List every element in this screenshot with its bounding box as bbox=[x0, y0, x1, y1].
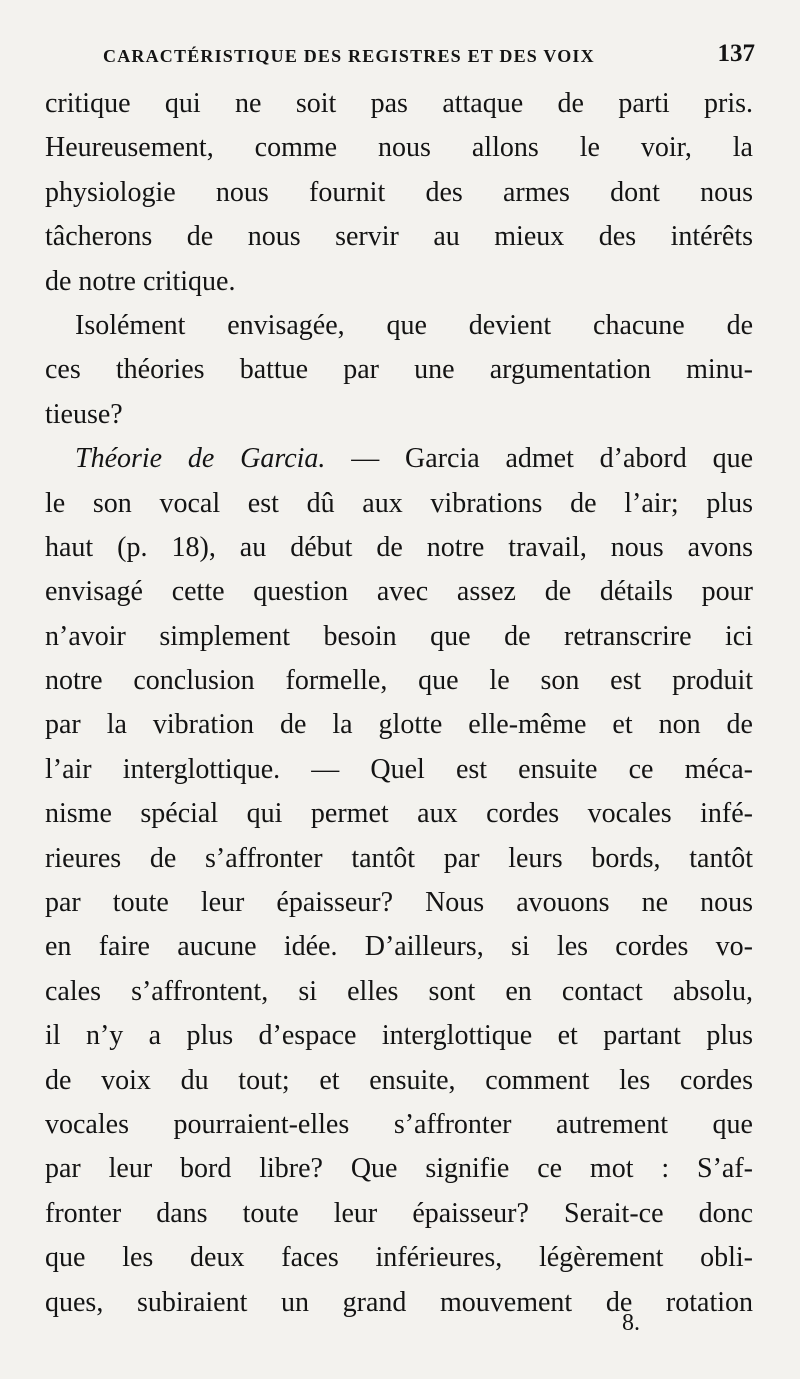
text-line: Heureusement, comme nous allons le voir, la bbox=[45, 132, 753, 164]
text-line: par toute leur épaisseur? Nous avouons ne nous bbox=[45, 887, 753, 919]
text-line: le son vocal est dû aux vibrations de l’air; plus bbox=[45, 487, 753, 519]
text-line: critique qui ne soit pas attaque de parti pris. bbox=[45, 88, 753, 119]
text-line: ces théories battue par une argumentation minu- bbox=[45, 354, 753, 386]
text-line: n’avoir simplement besoin que de retranscrire ici bbox=[45, 620, 753, 652]
text-line: haut (p. 18), au début de notre travail, nous avons bbox=[45, 531, 753, 563]
paragraph-end-line: de notre critique. bbox=[45, 265, 236, 297]
text-line: en faire aucune idée. D’ailleurs, si les cordes vo- bbox=[45, 931, 753, 963]
paragraph-end-line: tieuse? bbox=[45, 398, 123, 430]
text-line: par la vibration de la glotte elle-même et non de bbox=[45, 709, 753, 741]
text-line: envisagé cette question avec assez de détails pour bbox=[45, 576, 753, 608]
page-number: 137 bbox=[717, 40, 755, 67]
text-line: de voix du tout; et ensuite, comment les cordes bbox=[45, 1064, 753, 1096]
text-line: fronter dans toute leur épaisseur? Serait-ce donc bbox=[45, 1197, 753, 1229]
text-line: notre conclusion formelle, que le son est produit bbox=[45, 665, 753, 697]
text-line: il n’y a plus d’espace interglottique et partant plus bbox=[45, 1020, 753, 1052]
text-line: que les deux faces inférieures, légèrement obli- bbox=[45, 1242, 753, 1274]
text-line: tâcherons de nous servir au mieux des intérêts bbox=[45, 221, 753, 253]
text-line: rieures de s’affronter tantôt par leurs bords, tantôt bbox=[45, 842, 753, 874]
paragraph-start-line: Théorie de Garcia. — Garcia admet d’abord que bbox=[75, 443, 753, 475]
running-head bbox=[45, 38, 755, 74]
text-line: vocales pourraient-elles s’affronter autrement que bbox=[45, 1108, 753, 1140]
body-text bbox=[45, 82, 753, 1325]
text-line: nisme spécial qui permet aux cordes vocales infé- bbox=[45, 798, 753, 830]
text-line: l’air interglottique. — Quel est ensuite ce méca- bbox=[45, 753, 753, 785]
running-title: CARACTÉRISTIQUE DES REGISTRES ET DES VOIX bbox=[103, 46, 595, 66]
signature-mark: 8. bbox=[622, 1310, 640, 1336]
paragraph-start-line: Isolément envisagée, que devient chacune de bbox=[75, 309, 753, 341]
text-line: ques, subiraient un grand mouvement de rotation bbox=[45, 1286, 753, 1318]
section-heading-italic: Théorie de Garcia. bbox=[75, 443, 326, 475]
text-line: par leur bord libre? Que signifie ce mot : S’af- bbox=[45, 1153, 753, 1185]
text-line: cales s’affrontent, si elles sont en contact absolu, bbox=[45, 975, 753, 1007]
text-line: physiologie nous fournit des armes dont nous bbox=[45, 176, 753, 208]
